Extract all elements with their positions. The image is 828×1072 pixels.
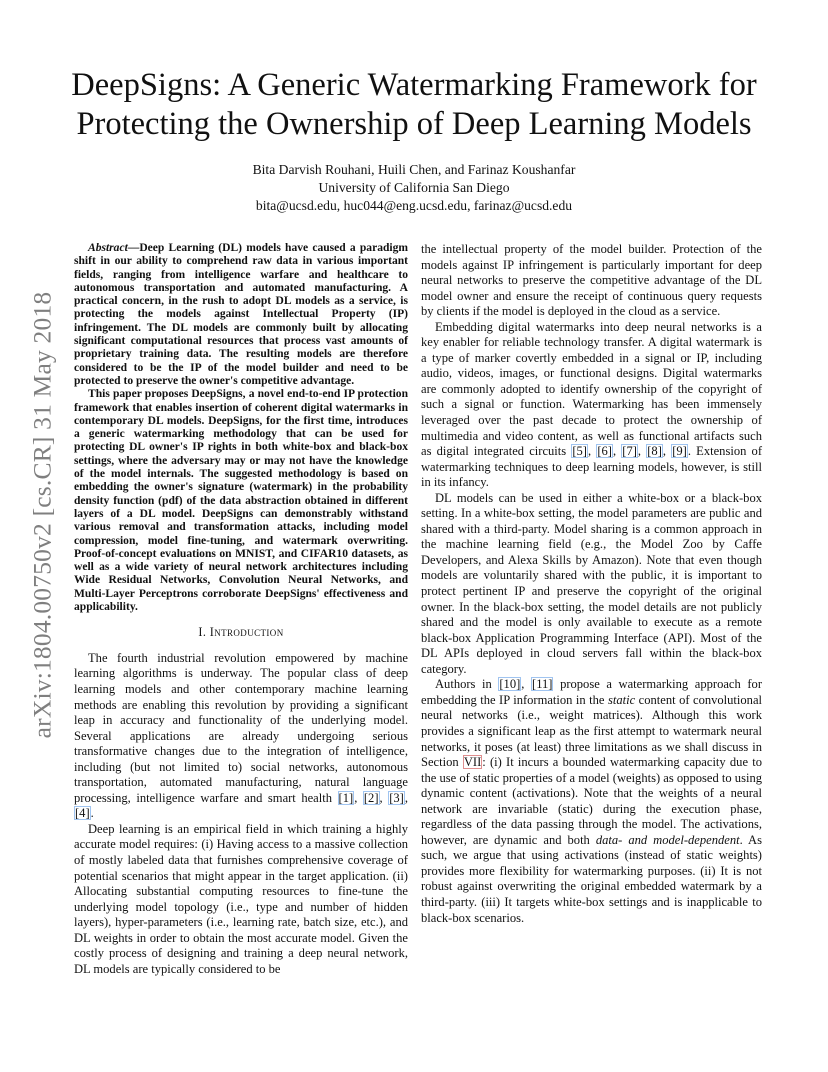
paper-title [40,66,788,144]
intro-paragraph-3: the intellectual property of the model builder. Protection of the models against IP infringement is particularly important for deep neural networks to preserve the competitive advantage of the DL model owner and ensure the receipt of continuous query requests by clients if the model is deployed in the cloud as a service. [421,242,762,319]
citation-link[interactable]: [2] [363,790,379,805]
section-reference-link[interactable]: VII [463,755,482,770]
abstract-paragraph-2: This paper proposes DeepSigns, a novel end-to-end IP protection framework that enables insertion of coherent digital watermarks in contemporary DL models. DeepSigns, for the first time, introduces a generic watermarking methodology that can be used for protecting DL owner's IP rights in both white-box and black-box settings, where the adversary may or may not have the knowledge of the model internals. The suggested methodology is based on embedding the owner's signature (watermark) in the probability density function (pdf) of the data abstraction obtained in different layers of a DL model. DeepSigns can demonstrably withstand various removal and transformation attacks, including model compression, model fine-tuning, and watermark overwriting. Proof-of-concept evaluations on MNIST, and CIFAR10 datasets, as well as a wide variety of neural network architectures including Wide Residual Networks, Convolution Neural Networks, and Multi-Layer Perceptrons corroborate DeepSigns' effectiveness and applicability. [74,388,408,614]
citation-link[interactable]: [3] [389,790,404,805]
intro-p6-dyn: data- and model-dependent [595,832,740,847]
right-column [421,242,762,926]
citation-link[interactable]: [5] [572,444,587,459]
author-emails: bita@ucsd.edu, huc044@eng.ucsd.edu, farinaz@ucsd.edu [255,198,573,213]
author-block [40,161,788,215]
intro-paragraph-4: Embedding digital watermarks into deep neural networks is a key enabler for reliable technology transfer. A digital watermark is a type of marker covertly embedded in a signal or IP, including audio, videos, images, or functional designs. Digital watermarks are commonly adopted to identify ownership of the copyright of such a signal or function. Watermarking has been immensely leveraged over the past decade to protect the ownership of multimedia and video content, as well as functional artifacts such as digital integrated circuits [5], [6], [7], [8], [9]. Extension of watermarking techniques to deep learning models, however, is still in its infancy. [421,319,762,490]
citation-link[interactable]: [4] [75,806,90,821]
intro-p6-a: Authors in [435,677,492,692]
title-line-2: Protecting the Ownership of Deep Learning Models [76,106,752,142]
intro-paragraph-5: DL models can be used in either a white-box or a black-box setting. In a white-box setting, the model parameters are public and shared with a third-party. Model sharing is a common approach in the machine learning field (e.g., the Model Zoo by Caffe Developers, and Alexa Skills by Amazon). Note that even though models are voluntarily shared with the public, it is important to protect pertinent IP and preserve the copyright of the original owner. In the black-box setting, the model details are not publicly shared and the model is only available to execute as a remote black-box Application Programming Interface (API). Most of the DL APIs deployed in cloud servers fall within the black-box category. [421,490,762,676]
intro-p4-text: Embedding digital watermarks into deep neural networks is a key enabler for reliable technology transfer. A digital watermark is a type of marker covertly embedded in a signal or IP, including audio, videos, images, or functional designs. Digital watermarks are commonly adopted to identify ownership of the copyright of such a signal or function. Watermarking has been immensely leveraged over the past decade to protect the ownership of multimedia and video content, as well as functional artifacts such as digital integrated circuits [421,319,762,459]
citation-link[interactable]: [9] [672,444,687,459]
citation-link[interactable]: [11] [532,677,553,692]
arxiv-stamp-text: arXiv:1804.00750v2 [cs.CR] 31 May 2018 [27,291,57,739]
citation-link[interactable]: [1] [338,790,354,805]
intro-paragraph-2: Deep learning is an empirical field in which training a highly accurate model requires: (i) Having access to a massive collection of mostly labeled data that furnishes comprehensive coverage of potential scenarios that might appear in the target application. (ii) Allocating substantial computing resources to fine-tune the underlying model topology (i.e., type and number of hidden layers), hyper-parameters (i.e., learning rate, batch size, etc.), and DL weights in order to obtain the most accurate model. Given the costly process of designing and training a deep neural network, DL models are typically considered to be [74,821,408,976]
intro-p6-d: : (i) It incurs a bounded watermarking capacity due to the use of static properties of a model (weights) as opposed to using dynamic content (activations). Note that the weights of a neural network are invariable (static) during the execution phase, regardless of the data passing through the model. The activations, however, are dynamic and both [421,755,762,847]
intro-p6-c: content of convolutional neural networks (i.e., weight matrices). Although this work provides a significant leap as the first attempt to watermark neural networks, it poses (at least) three limitations as we shall discuss in Section [421,692,762,770]
intro-p6-e: . As such, we argue that using activations (instead of static weights) provides more flexibility for watermarking purposes. (ii) It is not robust against overwriting the original embedded watermark by a third-party. (iii) It targets white-box settings and is inapplicable to black-box scenarios. [421,832,762,925]
abstract-paragraph-1 [74,242,408,388]
author-affiliation: University of California San Diego [318,180,510,195]
citation-link[interactable]: [7] [622,444,637,459]
citation-link[interactable]: [8] [647,444,662,459]
intro-p6-static: static [607,692,636,707]
abstract-text-1: Deep Learning (DL) models have caused a paradigm shift in our ability to comprehend raw data in various important fields, ranging from intelligence warfare and healthcare to autonomous transportation and automated manufacturing. A practical concern, in the rush to adopt DL models as a service, is protecting the models against Intellectual Property (IP) infringement. The DL models are commonly built by allocating significant computational resources that process vast amounts of proprietary training data. The resulting models are therefore considered to be the IP of the model builder and need to be protected to preserve the owner's competitive advantage. [74,242,408,387]
title-line-1: DeepSigns: A Generic Watermarking Framework for [71,67,757,103]
section-heading-introduction: I. Introduction [198,625,284,640]
author-names: Bita Darvish Rouhani, Huili Chen, and Farinaz Koushanfar [252,162,576,177]
citation-link[interactable]: [6] [597,444,612,459]
abstract [74,242,408,614]
intro-p6-b: propose a watermarking approach for embedding the IP information in the [421,677,762,707]
intro-p4-tail: . Extension of watermarking techniques to deep learning models, however, is still in its infancy. [421,444,762,490]
abstract-label: Abstract [88,242,128,254]
citation-link[interactable]: [10] [499,677,521,692]
intro-p1-text: The fourth industrial revolution empowered by machine learning algorithms is underway. The popular class of deep learning models and other contemporary machine learning methods are enabling this revolution by providing a significant leap in accuracy and functionality of the underlying model. Several applications are already undergoing serious transformative changes due to the integration of intelligence, including (but not limited to) social networks, autonomous transportation, automated manufacturing, natural language processing, intelligence warfare and smart health [74,650,408,805]
intro-paragraph-6: Authors in [10], [11] propose a watermarking approach for embedding the IP information in the static content of convolutional neural networks (i.e., weight matrices). Although this work provides a significant leap as the first attempt to watermark neural networks, it poses (at least) three limitations as we shall discuss in Section VII: (i) It incurs a bounded watermarking capacity due to the use of static properties of a model (weights) as opposed to using dynamic content (activations). Note that the weights of a neural network are invariable (static) during the execution phase, regardless of the data passing through the model. The activations, however, are dynamic and both data- and model-dependent. As such, we argue that using activations (instead of static weights) provides more flexibility for watermarking purposes. (ii) It is not robust against overwriting the original embedded watermark by a third-party. (iii) It targets white-box settings and is inapplicable to black-box scenarios. [421,677,762,925]
abstract-dash: — [127,242,140,254]
left-column [74,242,408,977]
intro-paragraph-1: The fourth industrial revolution empowered by machine learning algorithms is underway. The popular class of deep learning models and other contemporary machine learning methods are enabling this revolution by providing a significant leap in accuracy and functionality of the underlying model. Several applications are already undergoing serious transformative changes due to the integration of intelligence, including (but not limited to) social networks, autonomous transportation, automated manufacturing, natural language processing, intelligence warfare and smart health [1], [2], [3], [4]. [74,650,408,821]
arxiv-identifier-stamp [22,270,62,760]
